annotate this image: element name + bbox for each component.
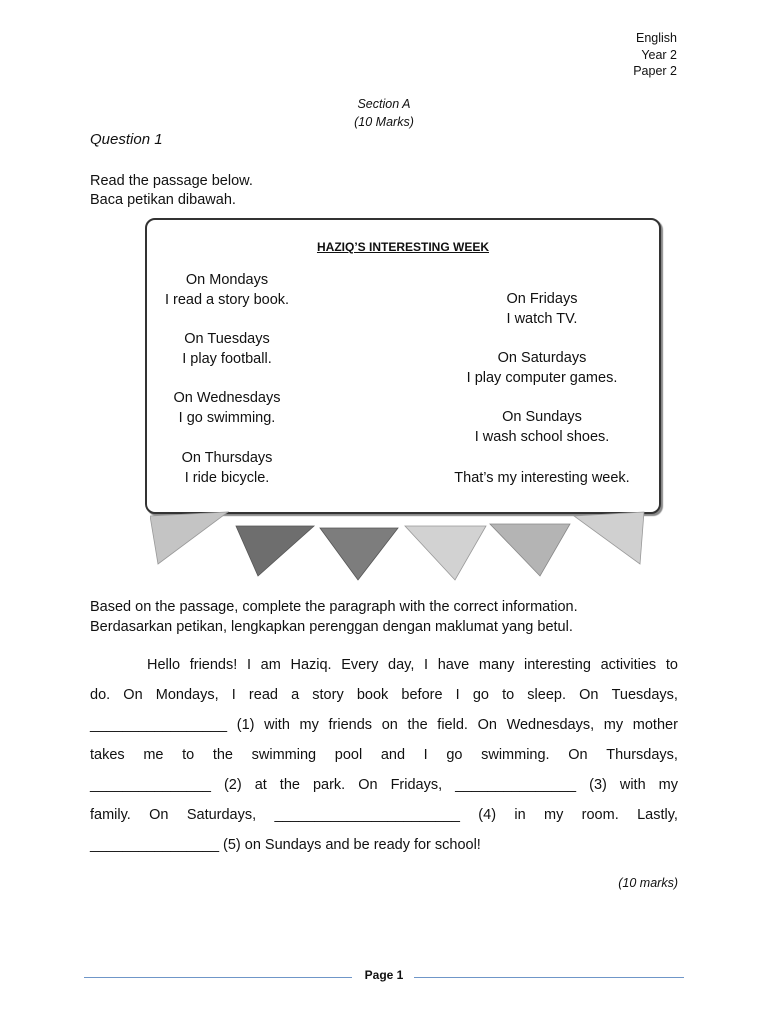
task-malay: Berdasarkan petikan, lengkapkan perenggan dengan maklumat yang betul.	[90, 619, 573, 635]
cloze-paragraph	[90, 650, 678, 860]
bunting-flag	[490, 524, 570, 576]
bunting-flag	[574, 512, 644, 564]
section-heading	[0, 95, 768, 131]
section-title: Section A	[357, 97, 411, 111]
bunting-flag	[405, 526, 486, 580]
entry-day: On Thursdays	[181, 450, 273, 466]
bunting-flag	[236, 526, 314, 576]
task-english: Based on the passage, complete the paragraph with the correct information.	[90, 599, 578, 615]
passage-entry	[437, 348, 647, 388]
entry-activity: I go swimming.	[178, 410, 276, 426]
passage-entry	[127, 448, 327, 488]
page-number: Page 1	[364, 968, 404, 982]
passage-entry	[127, 270, 327, 310]
entry-activity: I wash school shoes.	[474, 429, 610, 445]
passage-closing: That’s my interesting week.	[454, 470, 630, 486]
paragraph-line: do. On Mondays, I read a story book before I go to sleep. On Tuesdays,	[90, 687, 678, 703]
paragraph-line: takes me to the swimming pool and I go swimming. On Thursdays,	[90, 747, 678, 763]
year-label: Year 2	[641, 47, 677, 62]
entry-activity: I play football.	[182, 351, 272, 367]
passage-entry	[127, 329, 327, 369]
paragraph-line: _______________ (2) at the park. On Fridays, _______________ (3) with my	[90, 777, 678, 793]
passage-title: HAZIQ’S INTERESTING WEEK	[316, 240, 489, 254]
bunting-flag	[320, 528, 398, 580]
entry-day: On Saturdays	[497, 350, 587, 366]
section-marks: (10 Marks)	[354, 115, 414, 129]
instruction-malay: Baca petikan dibawah.	[90, 192, 236, 208]
marks-total: (10 marks)	[618, 876, 678, 890]
header-meta	[633, 30, 677, 80]
passage-entry	[127, 388, 327, 428]
entry-activity: I watch TV.	[506, 311, 578, 327]
bunting-flag	[150, 512, 228, 564]
entry-day: On Mondays	[185, 272, 269, 288]
passage-entry	[437, 289, 647, 329]
bunting-decoration	[150, 506, 650, 582]
paragraph-line: _________________ (1) with my friends on the field. On Wednesdays, my mother	[90, 717, 678, 733]
entry-activity: I play computer games.	[466, 370, 618, 386]
entry-day: On Tuesdays	[184, 331, 270, 347]
passage-entry	[437, 407, 647, 447]
instruction-english: Read the passage below.	[90, 173, 253, 189]
question-title: Question 1	[90, 131, 163, 148]
entry-day: On Wednesdays	[173, 390, 281, 406]
paragraph-line: ________________ (5) on Sundays and be ready for school!	[90, 837, 481, 853]
entry-activity: I read a story book.	[164, 292, 290, 308]
entry-activity: I ride bicycle.	[184, 470, 270, 486]
paragraph-line: Hello friends! I am Haziq. Every day, I have many interesting activities to	[147, 657, 678, 673]
paragraph-line: family. On Saturdays, _______________________ (4) in my room. Lastly,	[90, 807, 678, 823]
paper-label: Paper 2	[633, 64, 677, 78]
passage-box	[145, 218, 661, 514]
entry-day: On Fridays	[506, 291, 578, 307]
entry-day: On Sundays	[502, 409, 582, 425]
subject-label: English	[636, 31, 677, 45]
